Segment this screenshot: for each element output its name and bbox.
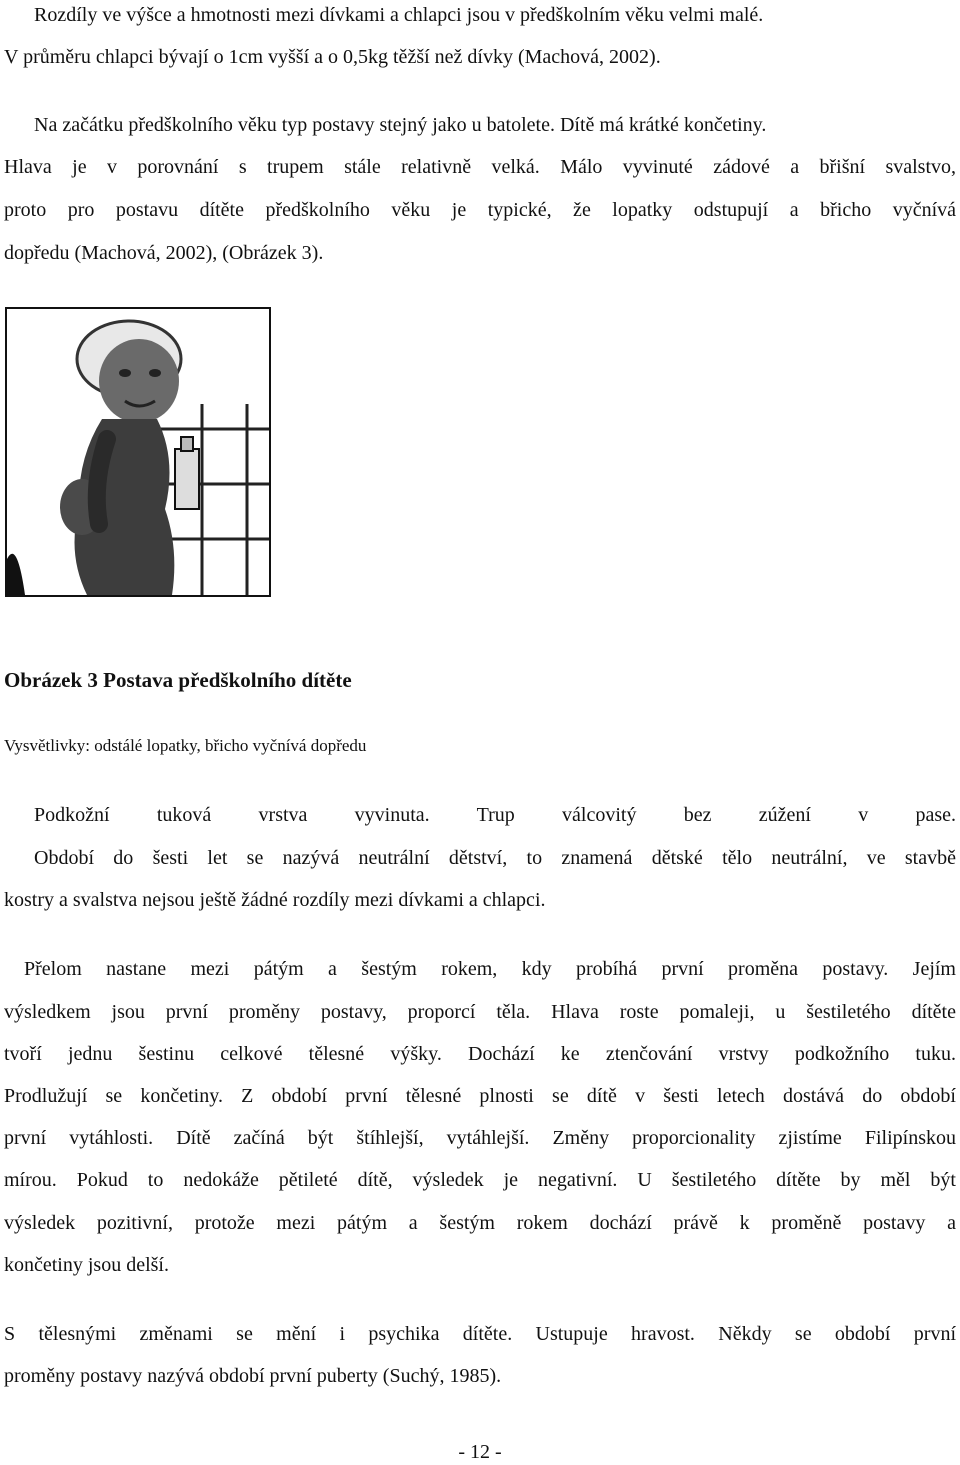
paragraph-3-line-1: Podkožní tuková vrstva vyvinuta. Trup válcovitý bez zúžení v pase. [34, 804, 956, 826]
paragraph-2-line-3: proto pro postavu dítěte předškolního věku je typické, že lopatky odstupují a břicho vyčnívá [4, 199, 956, 221]
paragraph-1-line-1: Rozdíly ve výšce a hmotnosti mezi dívkami a chlapci jsou v předškolním věku velmi malé. [34, 4, 764, 26]
paragraph-1-line-2: V průměru chlapci bývají o 1cm vyšší a o 0,5kg těžší než dívky (Machová, 2002). [4, 46, 661, 68]
paragraph-2-line-4: dopředu (Machová, 2002), (Obrázek 3). [4, 242, 324, 264]
paragraph-5-line-1: S tělesnými změnami se mění i psychika dítěte. Ustupuje hravost. Někdy se období první [4, 1323, 956, 1345]
paragraph-4-line-5: první vytáhlosti. Dítě začíná být štíhlejší, vytáhlejší. Změny proporcionality zjistíme Filipínskou [4, 1127, 956, 1149]
paragraph-4-line-1: Přelom nastane mezi pátým a šestým rokem, kdy probíhá první proměna postavy. Jejím [24, 958, 956, 980]
paragraph-2-line-1: Na začátku předškolního věku typ postavy stejný jako u batolete. Dítě má krátké končetiny. [34, 114, 767, 136]
paragraph-4-line-4: Prodlužují se končetiny. Z období první tělesné plnosti se dítě v šesti letech dostává do období [4, 1085, 956, 1107]
figure-photo [5, 307, 271, 597]
paragraph-4-line-2: výsledkem jsou první proměny postavy, proporcí těla. Hlava roste pomaleji, u šestiletého dítěte [4, 1001, 956, 1023]
paragraph-4-line-7: výsledek pozitivní, protože mezi pátým a šestým rokem dochází právě k proměně postavy a [4, 1212, 956, 1234]
figure-explanation: Vysvětlivky: odstálé lopatky, břicho vyčnívá dopředu [4, 736, 367, 755]
paragraph-4-line-6: mírou. Pokud to nedokáže pětileté dítě, výsledek je negativní. U šestiletého dítěte by měl být [4, 1169, 956, 1191]
paragraph-4-line-8: končetiny jsou delší. [4, 1254, 169, 1276]
child-figure-image [7, 309, 269, 595]
paragraph-2-line-2: Hlava je v porovnání s trupem stále relativně velká. Málo vyvinuté zádové a břišní svalstvo, [4, 156, 956, 178]
figure-caption: Obrázek 3 Postava předškolního dítěte [4, 668, 352, 692]
paragraph-4-line-3: tvoří jednu šestinu celkové tělesné výšky. Dochází ke ztenčování vrstvy podkožního tuku. [4, 1043, 956, 1065]
page-number: - 12 - [458, 1441, 502, 1463]
paragraph-5-line-2: proměny postavy nazývá období první puberty (Suchý, 1985). [4, 1365, 502, 1387]
paragraph-3-line-2: Období do šesti let se nazývá neutrální dětství, to znamená dětské tělo neutrální, ve stavbě [34, 847, 956, 869]
paragraph-3-line-3: kostry a svalstva nejsou ještě žádné rozdíly mezi dívkami a chlapci. [4, 889, 546, 911]
